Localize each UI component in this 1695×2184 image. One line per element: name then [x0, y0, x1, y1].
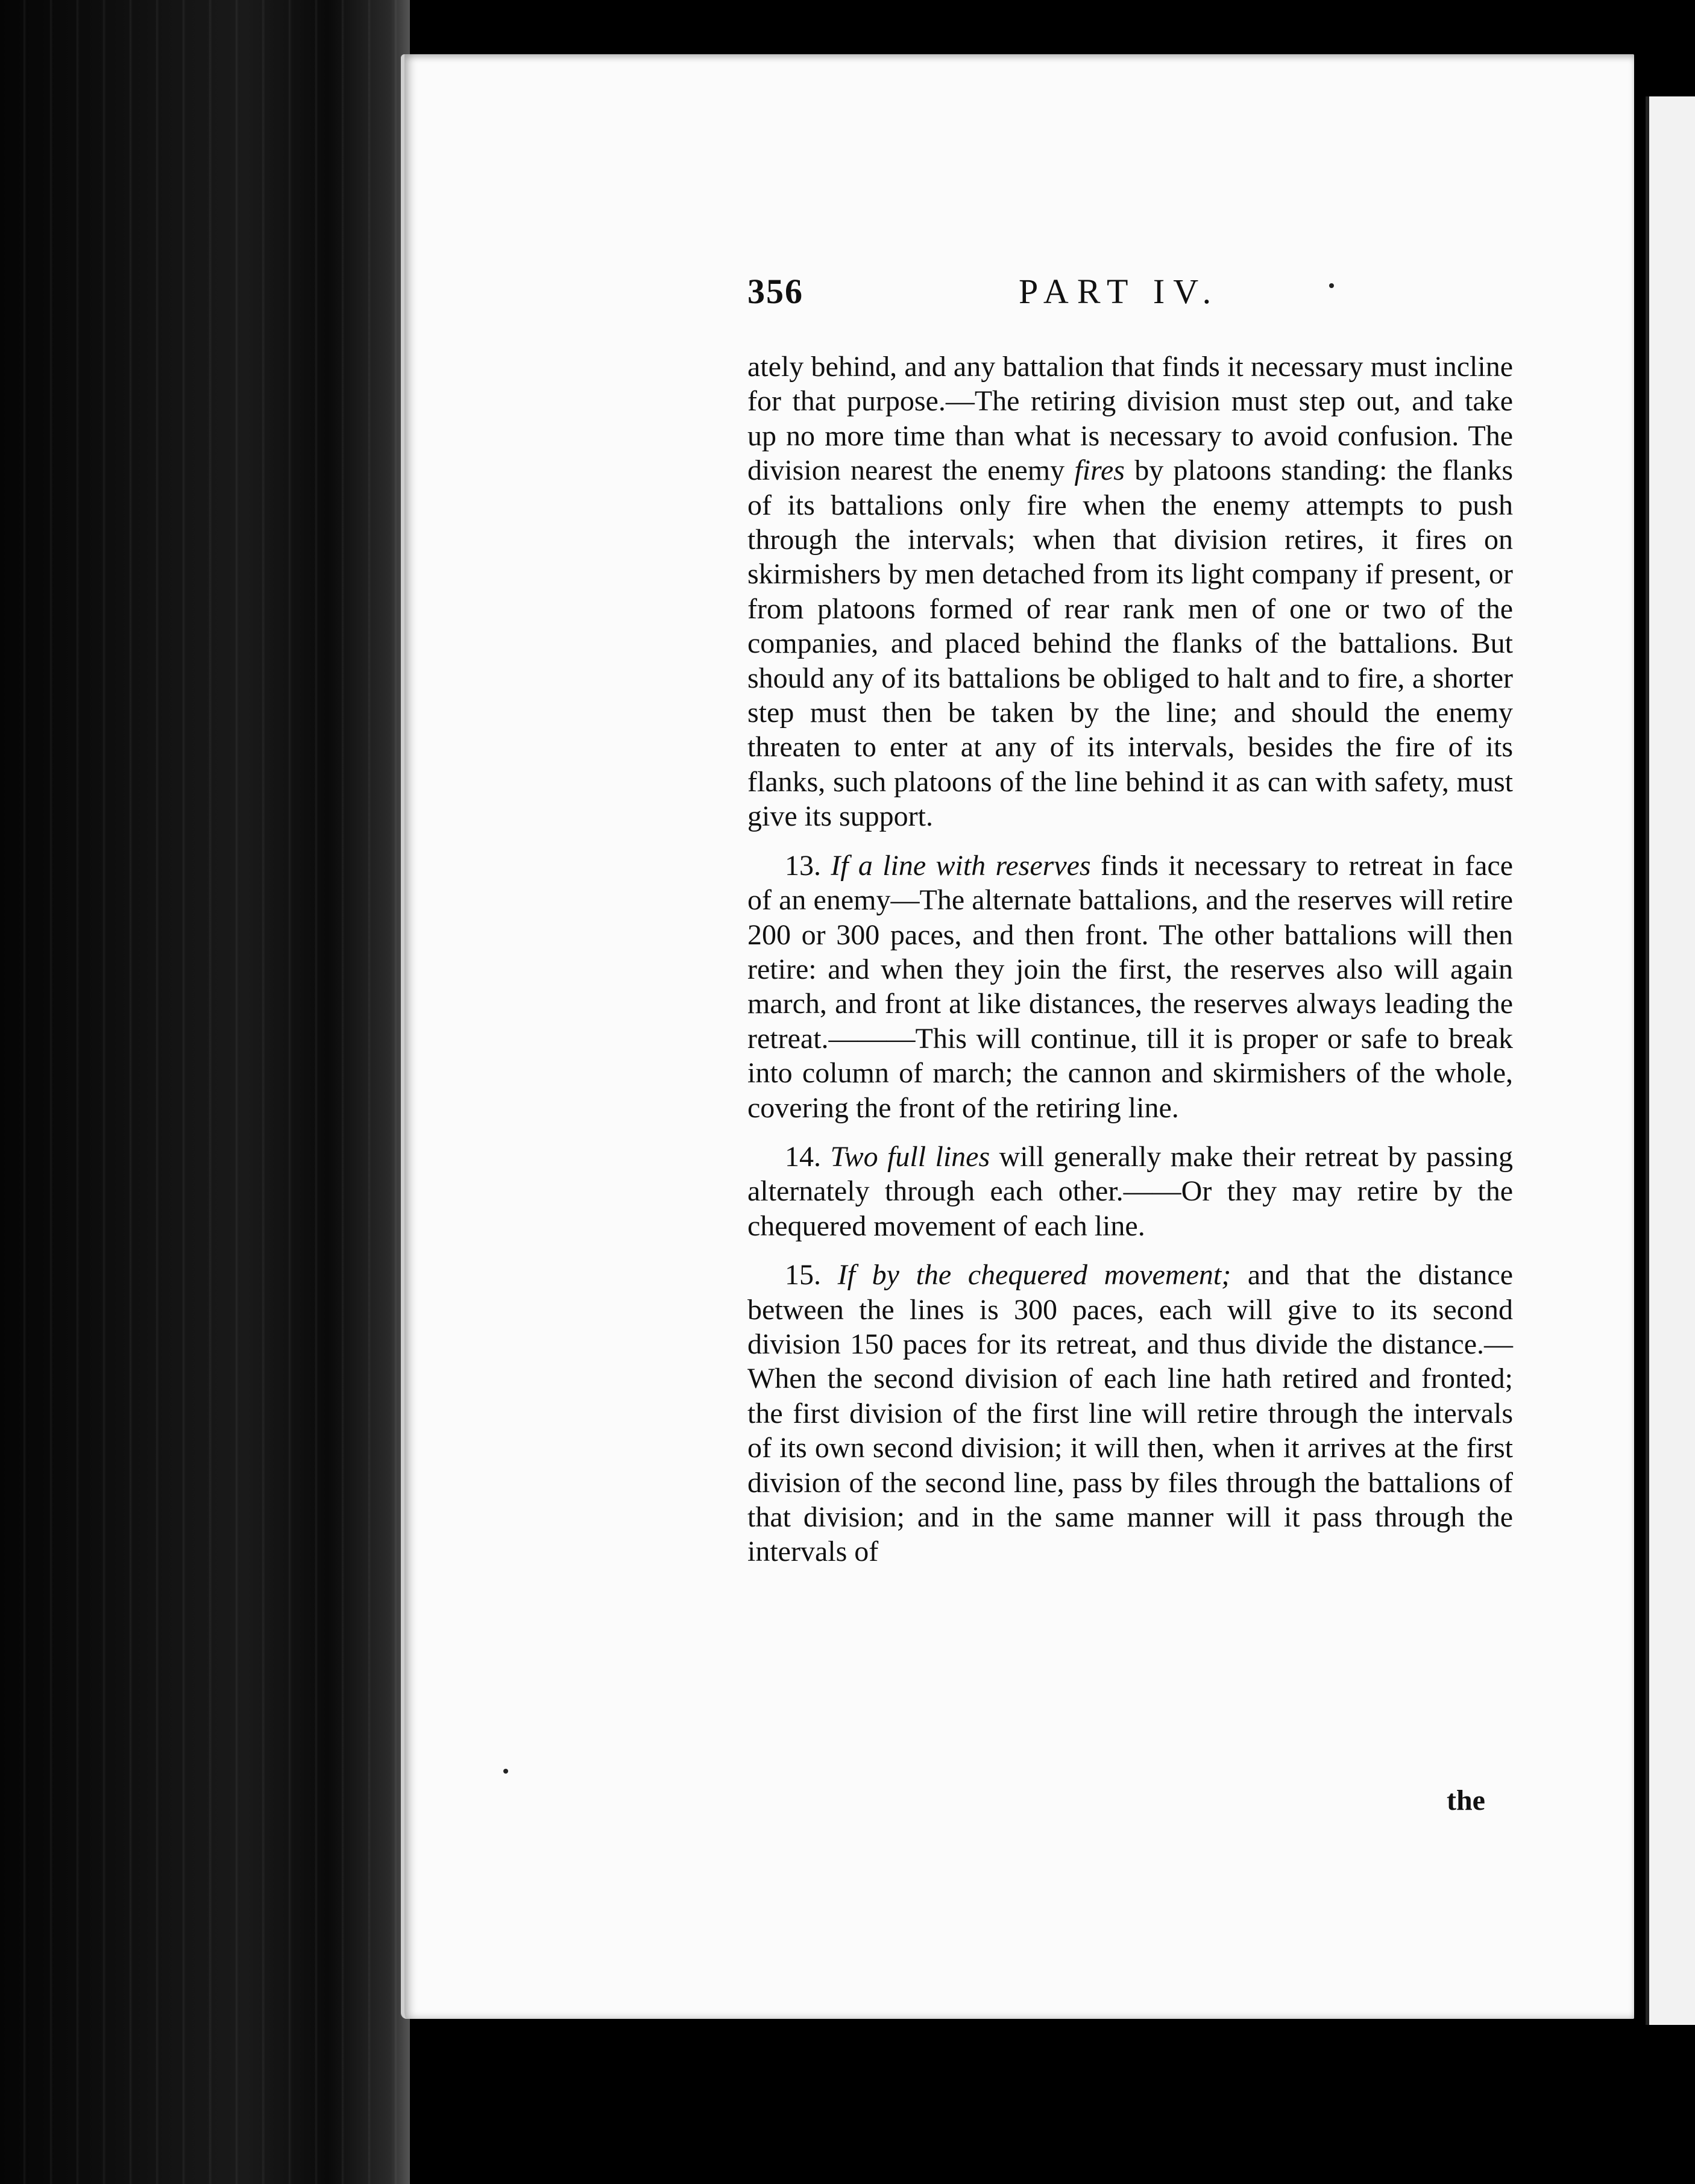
ink-speck — [503, 1769, 508, 1774]
italic-segment: If a line with reserves — [831, 849, 1091, 882]
paragraph — [747, 350, 1513, 834]
paragraph-15 — [747, 1258, 1513, 1569]
spine-texture — [0, 0, 410, 2184]
text-segment: by platoons standing: the flanks of its battalions only fire when the enemy attempts to push through the intervals; when that division retires, it fires on skirmishers by men detached from its light company if present, or from platoons formed of rear rank men of one or two of the companies, and placed behind the flanks of the battalions. But should any of its battalions be obliged to halt and to fire, a shorter step must then be taken by the line; and should the enemy threaten to enter at any of its intervals, besides the fire of its flanks, such platoons of the line behind it as can with safety, must give its support. — [747, 454, 1514, 833]
text-segment: and that the distance between the lines is 300 paces, each will give to its second division 150 paces for its retreat, and thus divide the distance.—When the second division of each line hath retired and fronted; the first division of the first line will retire through the intervals of its own second division; it will then, when it arrives at the first division of the second line, pass by files through the battalions of that division; and in the same manner will it pass through the intervals of — [747, 1259, 1514, 1568]
text-segment: will generally make their retreat by passing alternately through each other.——Or they may retire by the chequered movement of each line. — [747, 1140, 1514, 1242]
facing-page-edge — [1646, 96, 1695, 2025]
ink-speck — [1329, 283, 1334, 288]
paragraph-14 — [747, 1140, 1513, 1243]
page-body — [747, 350, 1513, 1584]
paragraph-number: 13. — [785, 849, 831, 882]
text-segment: ately behind, and any battalion that finds it necessary must incline for that purpose.—The retiring division must step out, and take up no more time than what is necessary to avoid confusion. The division nearest the enemy — [747, 351, 1513, 487]
text-segment: finds it necessary to retreat in face of an enemy—The alternate battalions, and the reserves will retire 200 or 300 paces, and then front. The other battalions will then retire: and when they join the first, the reserves also will again march, and front at like distances, the reserves always leading the retreat.———This will continue, till it is proper or safe to break into column of march; the cannon and skirmishers of the whole, covering the front of the retiring line. — [747, 849, 1514, 1124]
catchword: the — [1447, 1784, 1485, 1816]
paragraph-number: 14. — [785, 1140, 831, 1173]
page-number: 356 — [747, 272, 803, 311]
running-title: PART IV. — [1019, 272, 1220, 311]
paragraph-number: 15. — [785, 1259, 838, 1291]
italic-segment: fires — [1074, 454, 1125, 487]
italic-segment: If by the chequered movement; — [837, 1259, 1231, 1291]
paragraph-13 — [747, 849, 1513, 1125]
italic-segment: Two full lines — [830, 1140, 990, 1173]
